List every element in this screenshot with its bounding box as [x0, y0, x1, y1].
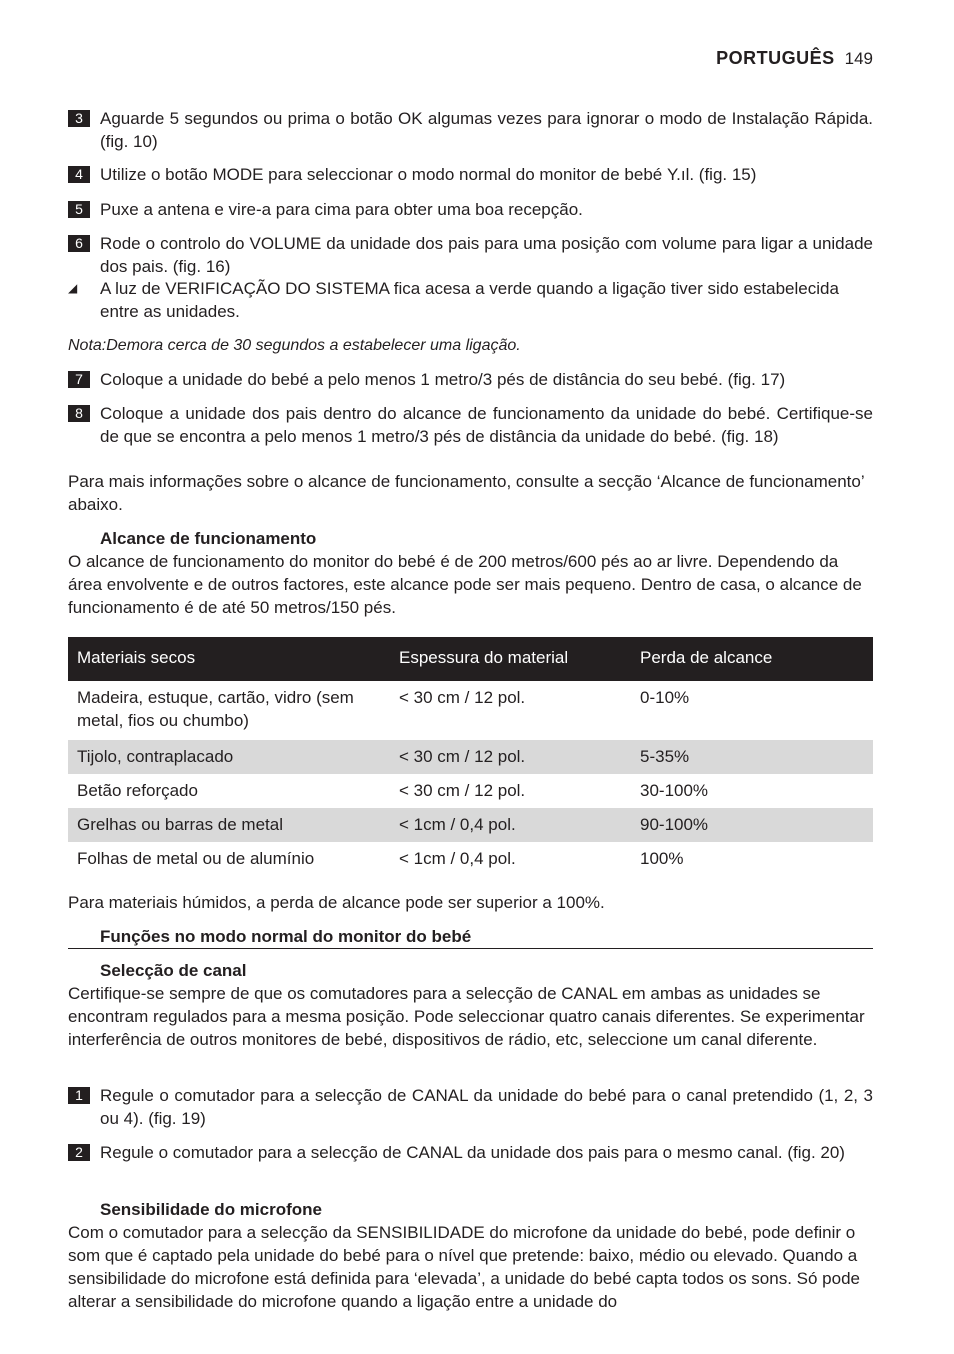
step-number-badge: 5	[68, 201, 90, 218]
table-cell: < 30 cm / 12 pol.	[399, 688, 526, 707]
step-number-badge: 4	[68, 166, 90, 183]
step-text: Utilize o botão MODE para seleccionar o modo normal do monitor de bebé Υ.ıl. (fig. 15)	[100, 165, 757, 184]
table-cell: 100%	[640, 849, 684, 868]
step-7	[68, 368, 873, 391]
channel-paragraph: Certifique-se sempre de que os comutadores para a selecção de CANAL em ambas as unidades se encontram regulados para a mesma posição. Pode seleccionar quatro canais diferentes. Se experimentar interferência de outros monitores de bebé, dispositivos de rádio, etc, seleccione um canal diferente.	[68, 984, 865, 1049]
functions-section-heading	[68, 925, 873, 949]
channel-step-1	[68, 1084, 873, 1130]
language-label: PORTUGUÊS	[716, 48, 835, 68]
table-header-row	[68, 637, 873, 681]
column-header: Perda de alcance	[631, 637, 873, 681]
range-heading: Alcance de funcionamento	[100, 529, 317, 548]
materials-table	[68, 637, 873, 876]
step-number-badge: 7	[68, 371, 90, 388]
channel-heading: Selecção de canal	[100, 961, 247, 980]
mic-paragraph: Com o comutador para a selecção da SENSIBILIDADE do microfone da unidade do bebé, pode definir o som que é captado pela unidade do bebé para o nível que pretende: baixo, médio ou elevado. Quando a sensibilidade do microfone está definida para ‘elevada’, a unidade do bebé capta todos os sons. Só pode alterar a sensibilidade do microfone quando a ligação entre a unidade do	[68, 1223, 861, 1311]
table-row	[68, 740, 873, 774]
column-header: Materiais secos	[68, 637, 390, 681]
range-paragraph: O alcance de funcionamento do monitor do bebé é de 200 metros/600 pés ao ar livre. Dependendo da área envolvente e de outros factores, este alcance pode ser mais pequeno. Dentro de casa, o alcance de funcionamento é de até 50 metros/150 pés.	[68, 552, 862, 617]
table-cell: Grelhas ou barras de metal	[68, 808, 390, 842]
step-6	[68, 232, 873, 278]
humid-paragraph: Para materiais húmidos, a perda de alcance pode ser superior a 100%.	[68, 893, 605, 912]
table-cell: Folhas de metal ou de alumínio	[77, 849, 315, 868]
table-cell: < 30 cm / 12 pol.	[399, 781, 526, 800]
channel-step-2	[68, 1141, 873, 1164]
table-cell: < 1cm / 0,4 pol.	[399, 849, 516, 868]
section-heading-text: Funções no modo normal do monitor do bebé	[100, 927, 472, 946]
step-number-badge: 2	[68, 1144, 90, 1161]
table-row	[68, 681, 873, 740]
step-number-badge: 1	[68, 1087, 90, 1104]
page-header	[716, 48, 873, 69]
step-8	[68, 402, 873, 448]
step-text: Aguarde 5 segundos ou prima o botão OK algumas vezes para ignorar o modo de Instalação Rápida. (fig. 10)	[100, 109, 873, 151]
page-number: 149	[844, 49, 873, 68]
table-cell: 90-100%	[631, 808, 873, 842]
step-text: Rode o controlo do VOLUME da unidade dos pais para uma posição com volume para ligar a unidade dos pais. (fig. 16)	[100, 234, 873, 276]
step-number-badge: 6	[68, 235, 90, 252]
table-row	[68, 808, 873, 842]
table-cell: Betão reforçado	[77, 781, 198, 800]
step-text: Puxe a antena e vire-a para cima para obter uma boa recepção.	[100, 200, 583, 219]
mic-heading: Sensibilidade do microfone	[100, 1200, 322, 1219]
step-number-badge: 8	[68, 405, 90, 422]
step-4	[68, 163, 873, 186]
step-number-badge: 3	[68, 110, 90, 127]
step-text: Regule o comutador para a selecção de CANAL da unidade dos pais para o mesmo canal. (fig. 20)	[100, 1143, 845, 1162]
bullet-arrow-icon: ◢	[68, 281, 78, 295]
table-cell: 0-10%	[640, 688, 690, 707]
table-cell: 30-100%	[640, 781, 709, 800]
step-text: Coloque a unidade dos pais dentro do alcance de funcionamento da unidade do bebé. Certifique-se de que se encontra a pelo menos 1 metro/3 pés de distância da unidade do bebé. (fig. 18)	[100, 404, 873, 446]
table-cell: Tijolo, contraplacado	[68, 740, 390, 774]
more-info-paragraph: Para mais informações sobre o alcance de funcionamento, consulte a secção ‘Alcance de funcionamento’ abaixo.	[68, 472, 864, 514]
step-text: Regule o comutador para a selecção de CANAL da unidade do bebé para o canal pretendido (1, 2, 3 ou 4). (fig. 19)	[100, 1086, 873, 1128]
bullet-system-check	[68, 277, 873, 323]
step-text: Coloque a unidade do bebé a pelo menos 1 metro/3 pés de distância do seu bebé. (fig. 17)	[100, 370, 786, 389]
table-row	[68, 842, 873, 876]
table-cell: Madeira, estuque, cartão, vidro (sem metal, fios ou chumbo)	[77, 688, 354, 730]
column-header: Espessura do material	[390, 637, 631, 681]
table-cell: < 30 cm / 12 pol.	[390, 740, 631, 774]
table-cell: 5-35%	[631, 740, 873, 774]
step-3	[68, 107, 873, 153]
table-row	[68, 774, 873, 808]
table-cell: < 1cm / 0,4 pol.	[390, 808, 631, 842]
bullet-text: A luz de VERIFICAÇÃO DO SISTEMA fica acesa a verde quando a ligação tiver sido estabelecida entre as unidades.	[100, 279, 839, 321]
note-text: Nota:Demora cerca de 30 segundos a estabelecer uma ligação.	[68, 337, 521, 354]
step-5	[68, 198, 873, 221]
